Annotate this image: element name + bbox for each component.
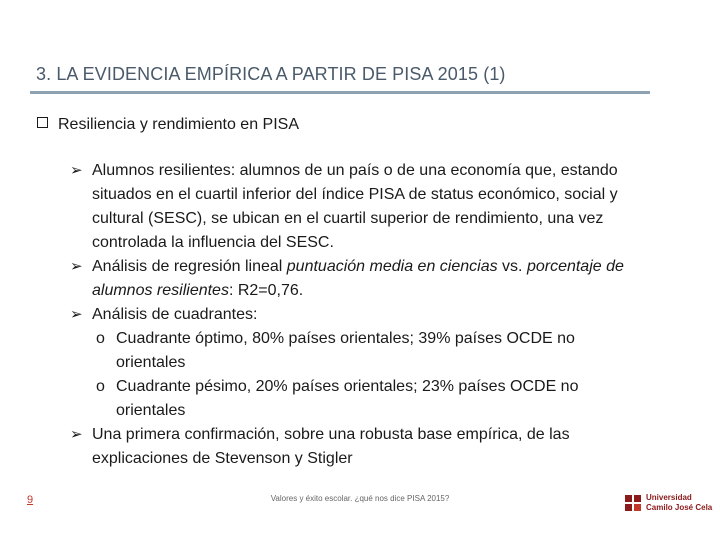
sub-line: Cuadrante pésimo, 20% países orientales; 23% países OCDE no [116, 378, 579, 395]
university-logo-icon [624, 493, 642, 513]
bullet-line [92, 279, 698, 303]
logo-line1: Universidad [646, 493, 692, 502]
bullet-line: situados en el cuartil inferior del índice PISA de status económico, social y [92, 186, 618, 203]
sub-line: Cuadrante óptimo, 80% países orientales; 39% países OCDE no [116, 330, 575, 347]
arrow-bullet-icon: ➢ [70, 426, 83, 443]
bullet-emphasis: alumnos resilientes [92, 282, 229, 299]
arrow-bullet-icon: ➢ [70, 162, 83, 179]
university-logo [624, 492, 714, 516]
page-number: 9 [27, 494, 34, 506]
bullet-emphasis: puntuación media en ciencias [286, 258, 498, 275]
logo-line2: Camilo José Cela [646, 503, 713, 512]
subheading [37, 116, 299, 134]
bullet-text: vs. [497, 258, 527, 275]
bullet-text: Análisis de regresión lineal [92, 258, 287, 275]
subheading-text: Resiliencia y rendimiento en PISA [58, 116, 300, 133]
sub-line: orientales [116, 402, 186, 419]
bullet-text: : R2=0,76. [228, 282, 304, 299]
bullet-line: cultural (SESC), se ubican en el cuartil superior de rendimiento, una vez [92, 210, 604, 227]
bullet-emphasis: porcentaje de [526, 258, 624, 275]
bullet-line: controlada la influencia del SESC. [92, 234, 334, 251]
slide-title: 3. LA EVIDENCIA EMPÍRICA A PARTIR DE PISA 2015 (1) [36, 64, 506, 84]
arrow-bullet-icon: ➢ [70, 306, 83, 323]
bullet-line: Análisis de cuadrantes: [92, 306, 258, 323]
bullet-line: Una primera confirmación, sobre una robusta base empírica, de las [92, 426, 570, 443]
arrow-bullet-icon: ➢ [70, 258, 83, 275]
bullet-line: Alumnos resilientes: alumnos de un país o de una economía que, estando [92, 162, 618, 179]
sub-line: orientales [116, 354, 186, 371]
bullet-line: explicaciones de Stevenson y Stigler [92, 450, 353, 467]
bullet-line [92, 255, 698, 279]
title-rule [30, 91, 650, 94]
circle-bullet-icon: o [96, 378, 105, 395]
circle-bullet-icon: o [96, 330, 105, 347]
checkbox-icon [37, 117, 48, 128]
footer-text: Valores y éxito escolar. ¿qué nos dice PISA 2015? [270, 494, 450, 503]
